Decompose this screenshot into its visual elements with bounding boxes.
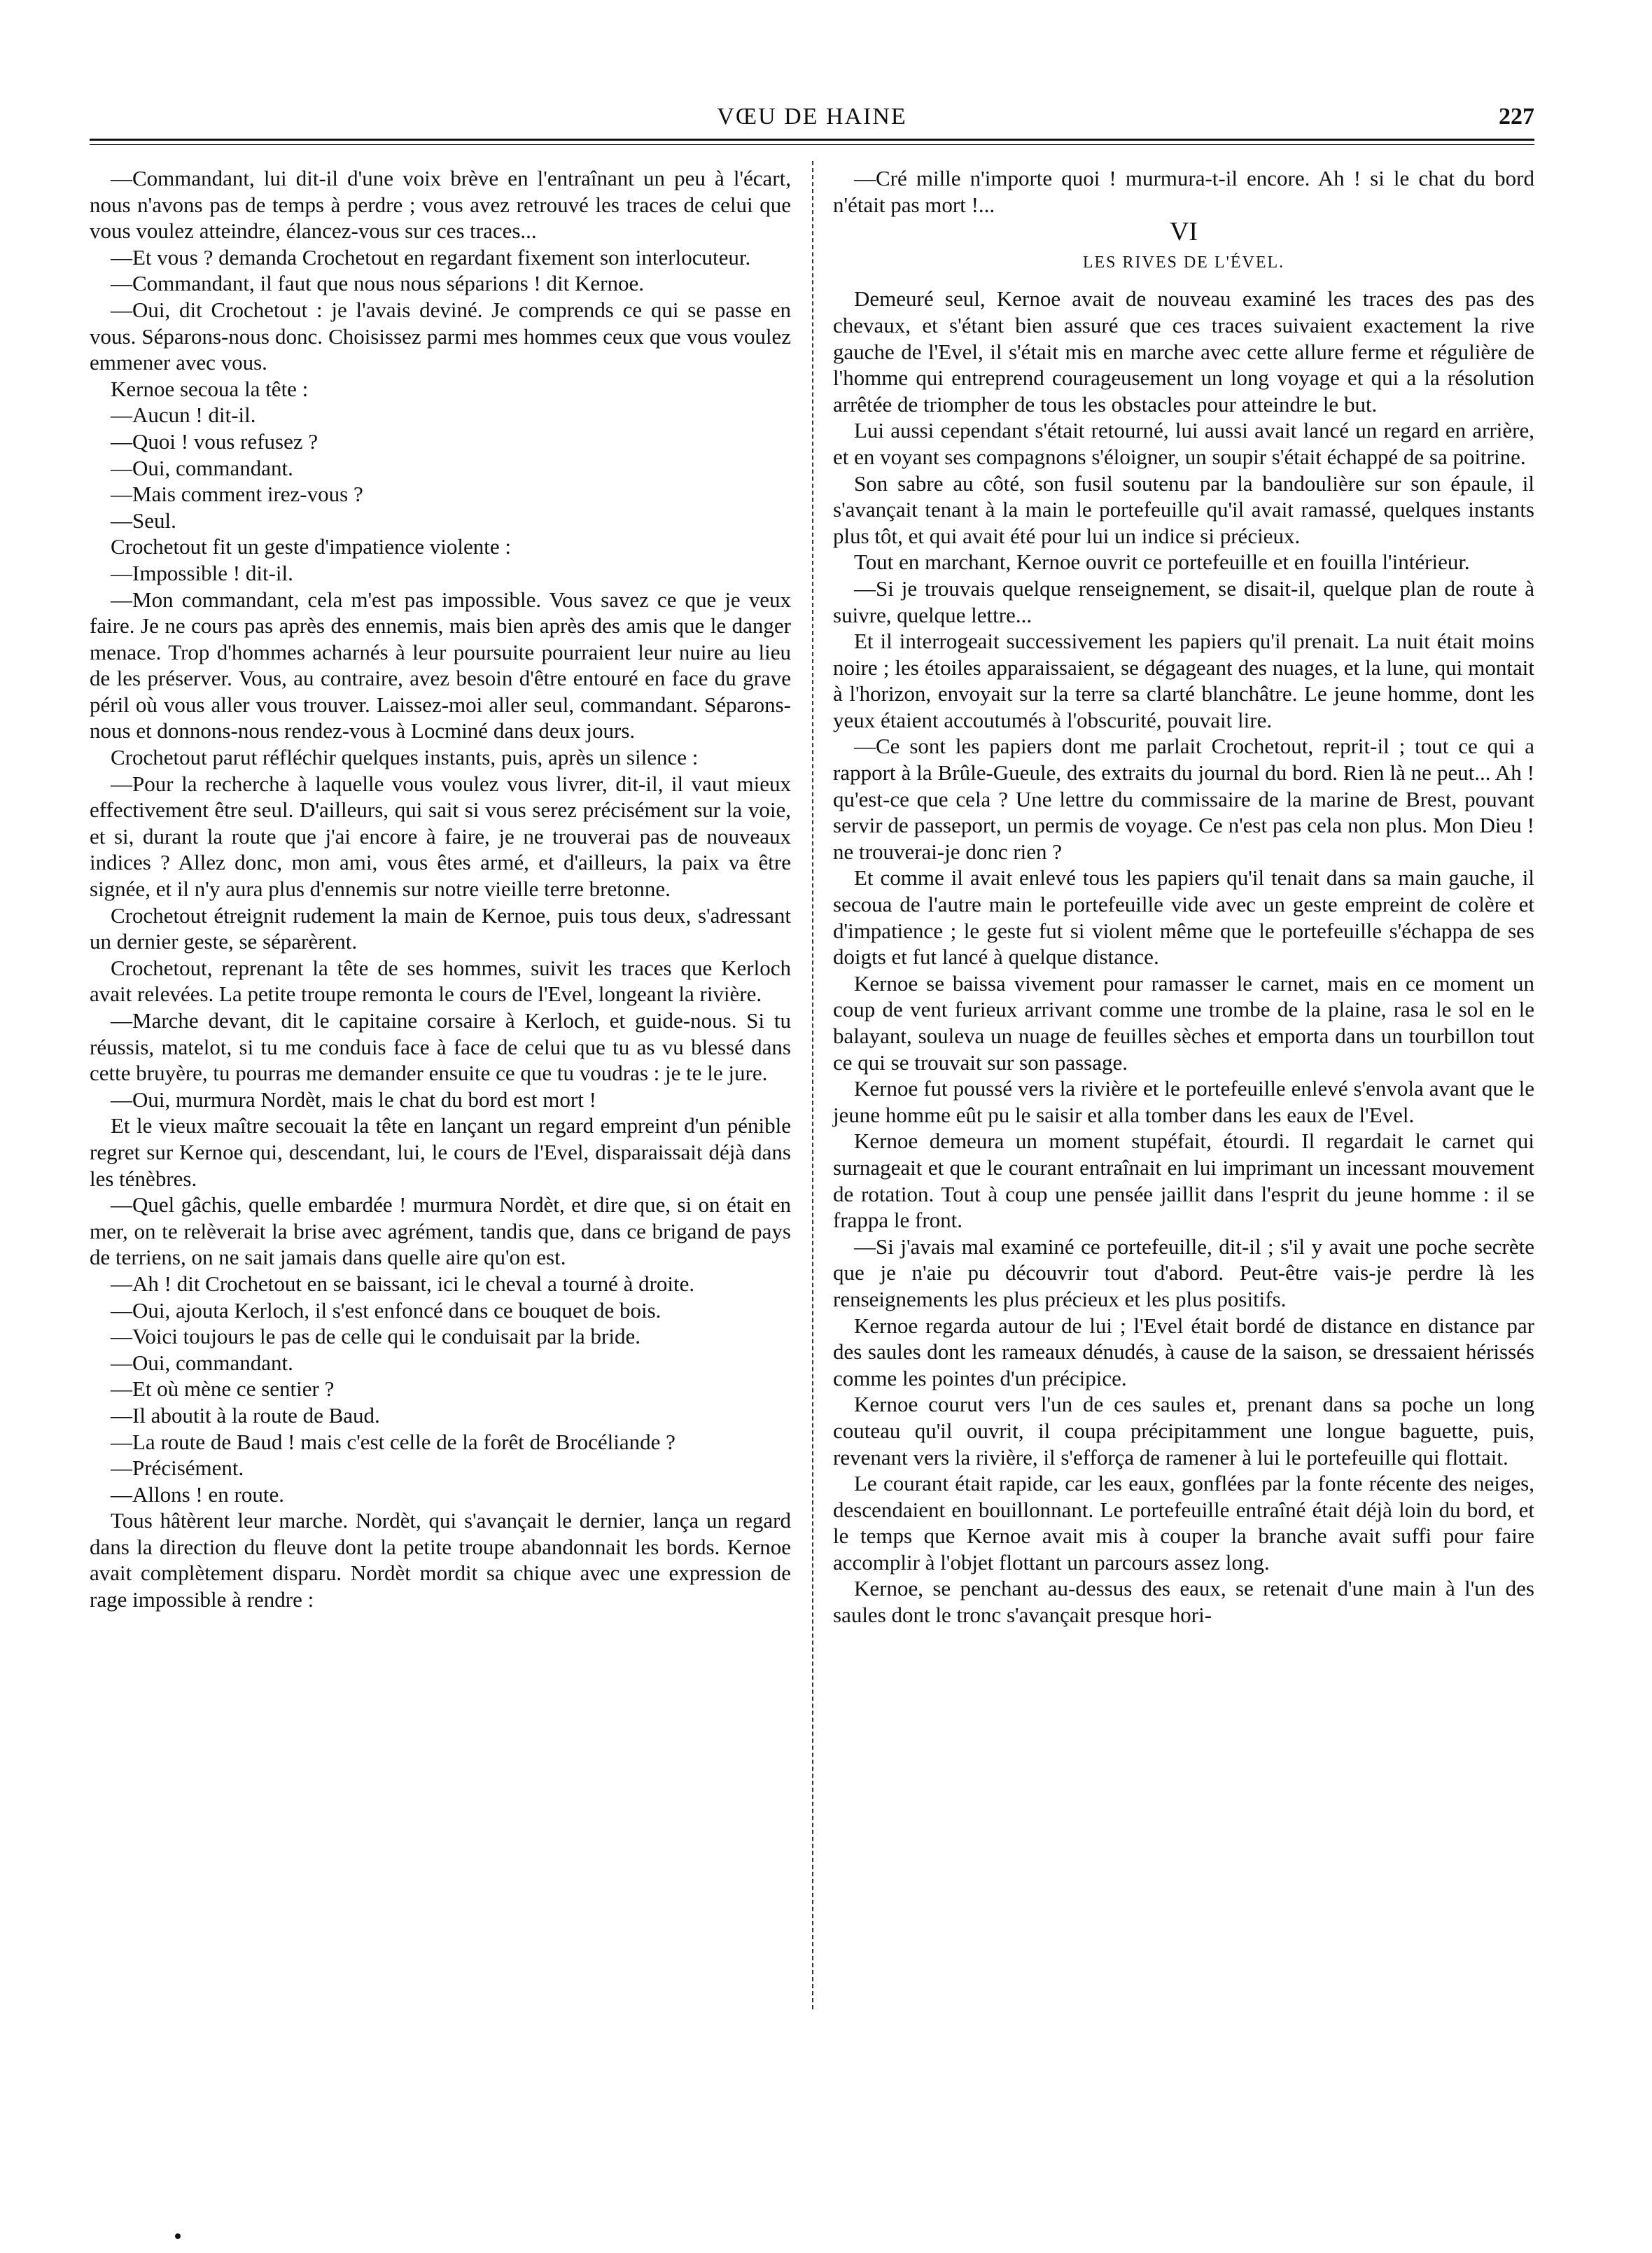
- paragraph: —La route de Baud ! mais c'est celle de la forêt de Brocéliande ?: [111, 1429, 676, 1454]
- paragraph: Crochetout, reprenant la tête de ses hommes, suivit les traces que Kerloch avait relevées. La petite troupe remonta le cours de l'Evel, longeant la rivière.: [90, 955, 791, 1007]
- paragraph: Kernoe fut poussé vers la rivière et le portefeuille enlevé s'envola avant que le jeune homme eût pu le saisir et alla tomber dans les eaux de l'Evel.: [833, 1076, 1534, 1127]
- paragraph: —Commandant, lui dit-il d'une voix brève en l'entraînant un peu à l'écart, nous n'avons pas de temps à perdre ; vous avez retrouvé les traces de celui que vous voulez atteindre, élancez-vous sur ces traces...: [90, 166, 791, 244]
- paragraph: —Mais comment irez-vous ?: [111, 482, 363, 507]
- paragraph: —Cré mille n'importe quoi ! murmura-t-il encore. Ah ! si le chat du bord n'était pas mort !...: [833, 166, 1534, 217]
- paragraph: Kernoe courut vers l'un de ces saules et, prenant dans sa poche un long couteau qu'il ouvrit, il coupa précipitamment une longue baguette, puis, revenant vers la rivière, il s'efforça de ramener à lui le portefeuille qui flottait.: [833, 1392, 1534, 1470]
- paragraph: —Si je trouvais quelque renseignement, se disait-il, quelque plan de route à suivre, quelque lettre...: [833, 576, 1534, 627]
- paragraph: Crochetout parut réfléchir quelques instants, puis, après un silence :: [111, 745, 699, 770]
- right-column: [833, 165, 1534, 1628]
- running-title: VŒU DE HAINE: [717, 104, 907, 130]
- paragraph: Tout en marchant, Kernoe ouvrit ce portefeuille et en fouilla l'intérieur.: [854, 550, 1470, 575]
- paragraph: Crochetout fit un geste d'impatience violente :: [111, 534, 512, 559]
- paragraph: Kernoe se baissa vivement pour ramasser le carnet, mais en ce moment un coup de vent furieux arrivant comme une trombe de la plaine, rasa le sol en le balayant, souleva un nuage de feuilles sèches et emporta dans un tourbillon tout ce qui se trouvait sur son passage.: [833, 970, 1534, 1075]
- paragraph: —Oui, dit Crochetout : je l'avais deviné. Je comprends ce qui se passe en vous. Séparons-nous donc. Choisissez parmi mes hommes ceux que vous voulez emmener avec vous.: [90, 297, 791, 375]
- paragraph: Kernoe regarda autour de lui ; l'Evel était bordé de distance en distance par des saules dont les rameaux dénudés, à cause de la saison, se dressaient hérissés comme les pointes d'un précipice.: [833, 1313, 1534, 1390]
- paragraph: —Ce sont les papiers dont me parlait Crochetout, reprit-il ; tout ce qui a rapport à la Brûle-Gueule, des extraits du journal du bord. Rien là ne peut... Ah ! qu'est-ce que cela ? Une lettre du commissaire de la marine de Brest, pouvant servir de passeport, un permis de voyage. Ce n'est pas cela non plus. Mon Dieu ! ne trouverai-je donc rien ?: [833, 734, 1534, 864]
- paragraph: Demeuré seul, Kernoe avait de nouveau examiné les traces des pas des chevaux, et s'étant bien assuré que ces traces suivaient exactement la rive gauche de l'Evel, il s'était mis en marche avec cette allure ferme et régulière de l'homme qui entreprend courageusement un long voyage et qui a la résolution arrêtée de triompher de tous les obstacles pour atteindre le but.: [833, 286, 1534, 417]
- paragraph: —Oui, commandant.: [111, 455, 293, 480]
- paragraph: —Seul.: [111, 508, 176, 533]
- chapter-number: VI: [1169, 217, 1198, 247]
- paragraph: Kernoe, se penchant au-dessus des eaux, se retenait d'une main à l'un des saules dont le tronc s'avançait presque hori-: [833, 1576, 1534, 1628]
- paragraph: —Quoi ! vous refusez ?: [111, 428, 318, 454]
- paragraph: Lui aussi cependant s'était retourné, lui aussi avait lancé un regard en arrière, et en voyant ses compagnons s'éloigner, un soupir s'était échappé de sa poitrine.: [833, 418, 1534, 469]
- paragraph: —Ah ! dit Crochetout en se baissant, ici le cheval a tourné à droite.: [111, 1271, 695, 1296]
- header-rule-thin: [90, 144, 1534, 145]
- paragraph: —Quel gâchis, quelle embardée ! murmura Nordèt, et dire que, si on était en mer, on te relèverait la brise avec agrément, tandis que, dans ce brigand de pays de terriens, on ne sait jamais dans quelle aire qu'on est.: [90, 1192, 791, 1270]
- paragraph: —Marche devant, dit le capitaine corsaire à Kerloch, et guide-nous. Si tu réussis, matelot, si tu me conduis face à face de celui que tu as vu blessé dans cette bruyère, tu pourras me demander ensuite ce que tu voudras : je te le jure.: [90, 1008, 791, 1086]
- paragraph: Et le vieux maître secouait la tête en lançant un regard empreint d'un pénible regret sur Kernoe qui, descendant, lui, le cours de l'Evel, disparaissait déjà dans les ténèbres.: [90, 1113, 791, 1191]
- paragraph: —Et où mène ce sentier ?: [111, 1376, 335, 1402]
- paragraph: —Oui, ajouta Kerloch, il s'est enfoncé dans ce bouquet de bois.: [111, 1297, 662, 1323]
- paragraph: —Oui, murmura Nordèt, mais le chat du bord est mort !: [111, 1087, 596, 1112]
- chapter-title: LES RIVES DE L'ÉVEL.: [1082, 253, 1285, 272]
- paragraph: —Et vous ? demanda Crochetout en regardant fixement son interlocuteur.: [111, 244, 751, 270]
- paragraph: Kernoe secoua la tête :: [111, 376, 309, 401]
- running-header: [90, 99, 1534, 139]
- print-mark: [175, 2233, 181, 2239]
- paragraph: —Il aboutit à la route de Baud.: [111, 1402, 380, 1428]
- paragraph: Kernoe demeura un moment stupéfait, étourdi. Il regardait le carnet qui surnageait et que le courant entraînait en lui imprimant un incessant mouvement de rotation. Tout à coup une pensée jaillit dans l'esprit du jeune homme : il se frappa le front.: [833, 1129, 1534, 1233]
- left-column: [90, 165, 791, 1613]
- paragraph: —Pour la recherche à laquelle vous voulez vous livrer, dit-il, il vaut mieux effectivement être seul. D'ailleurs, qui sait si vous serez précisément sur la voie, et si, durant la route que j'ai encore à faire, je ne trouverai pas de nouveaux indices ? Allez donc, mon ami, vous êtes armé, et d'ailleurs, la paix va être signée, et il n'y aura plus d'ennemis sur notre vieille terre bretonne.: [90, 771, 791, 902]
- paragraph: Et comme il avait enlevé tous les papiers qu'il tenait dans sa main gauche, il secoua de l'autre main le portefeuille vide avec un geste empreint de colère et d'impatience ; le geste fut si violent même que le portefeuille s'échappa de ses doigts et fut lancé à quelque distance.: [833, 865, 1534, 970]
- paragraph: Crochetout étreignit rudement la main de Kernoe, puis tous deux, s'adressant un dernier geste, se séparèrent.: [90, 902, 791, 954]
- paragraph: Tous hâtèrent leur marche. Nordèt, qui s'avançait le dernier, lança un regard dans la direction du fleuve dont la petite troupe abandonnait les bords. Kernoe avait complètement disparu. Nordèt mordit sa chique avec une expression de rage impossible à rendre :: [90, 1508, 791, 1612]
- paragraph: —Voici toujours le pas de celle qui le conduisait par la bride.: [111, 1324, 641, 1349]
- header-rule: [90, 139, 1534, 141]
- paragraph: —Mon commandant, cela m'est pas impossible. Vous savez ce que je veux faire. Je ne cours pas après des ennemis, mais bien après des amis que le danger menace. Trop d'hommes acharnés à leur poursuite pourraient leur nuire au lieu de les préserver. Vous, au contraire, avez besoin d'être entouré en face du grave péril où vous aller vous trouver. Laissez-moi aller seul, commandant. Séparons-nous et donnons-nous rendez-vous à Locminé dans deux jours.: [90, 587, 791, 744]
- page-number: 227: [1499, 104, 1534, 130]
- paragraph: —Si j'avais mal examiné ce portefeuille, dit-il ; s'il y avait une poche secrète que je n'aie pu découvrir tout d'abord. Peut-être vais-je perdre là les renseignements les plus précieux et les plus positifs.: [833, 1234, 1534, 1311]
- paragraph: —Commandant, il faut que nous nous séparions ! dit Kernoe.: [111, 271, 644, 296]
- paragraph: Et il interrogeait successivement les papiers qu'il prenait. La nuit était moins noire ; les étoiles apparaissaient, se dégageant des nuages, et la lune, qui montait à l'horizon, envoyait sur la terre sa clarté blanchâtre. Le jeune homme, dont les yeux étaient accoutumés à l'obscurité, pouvait lire.: [833, 629, 1534, 732]
- paragraph: —Aucun ! dit-il.: [111, 403, 256, 428]
- paragraph: —Impossible ! dit-il.: [111, 560, 293, 585]
- column-divider: [812, 161, 813, 2009]
- paragraph: Son sabre au côté, son fusil soutenu par la bandoulière sur son épaule, il s'avançait tenant à la main le portefeuille qu'il avait ramassé, quelques instants plus tôt, et qui avait été pour lui un indice si précieux.: [833, 470, 1534, 548]
- paragraph: —Allons ! en route.: [111, 1481, 284, 1507]
- paragraph: Le courant était rapide, car les eaux, gonflées par la fonte récente des neiges, descendaient en bouillonnant. Le portefeuille entraîné était déjà loin du bord, et le temps que Kernoe avait mis à couper la branche avait suffi pour faire accomplir à l'objet flottant un parcours assez long.: [833, 1471, 1534, 1575]
- paragraph: —Précisément.: [111, 1456, 244, 1481]
- paragraph: —Oui, commandant.: [111, 1350, 293, 1375]
